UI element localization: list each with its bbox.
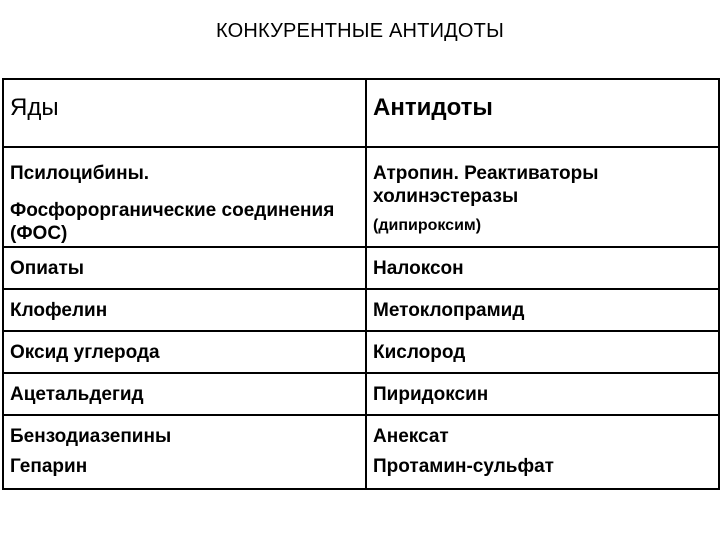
table-row	[3, 289, 719, 331]
antidote-cell: Протамин-сульфат	[366, 451, 719, 489]
table-row	[3, 373, 719, 415]
table-row	[3, 147, 719, 193]
header-label: Антидоты	[373, 94, 493, 121]
antidote-cell: Анексат	[366, 415, 719, 451]
poison-cell: Клофелин	[3, 289, 366, 331]
table-row	[3, 415, 719, 451]
antidote-cell: Налоксон	[366, 247, 719, 289]
header-cell-poisons	[3, 79, 366, 147]
table-row	[3, 451, 719, 489]
antidote-note: (дипироксим)	[373, 217, 482, 234]
poison-cell: Псилоцибины.	[3, 147, 366, 193]
poison-cell: Бензодиазепины	[3, 415, 366, 451]
table-header-row	[3, 79, 719, 147]
poison-cell: Опиаты	[3, 247, 366, 289]
antidote-table	[2, 78, 720, 490]
antidote-cell: Кислород	[366, 331, 719, 373]
poison-cell: Фосфорорганические соединения (ФОС)	[3, 193, 366, 247]
antidote-cell: Метоклопрамид	[366, 289, 719, 331]
poison-cell: Ацетальдегид	[3, 373, 366, 415]
poison-cell: Оксид углерода	[3, 331, 366, 373]
antidote-cell: Пиридоксин	[366, 373, 719, 415]
page-title: КОНКУРЕНТНЫЕ АНТИДОТЫ	[216, 20, 504, 42]
table-row	[3, 247, 719, 289]
header-label: Яды	[10, 94, 59, 121]
poison-cell: Гепарин	[3, 451, 366, 489]
antidote-cell	[366, 147, 719, 247]
table-row	[3, 331, 719, 373]
header-cell-antidotes	[366, 79, 719, 147]
antidote-text: Атропин. Реактиваторы холинэстеразы	[373, 163, 599, 207]
